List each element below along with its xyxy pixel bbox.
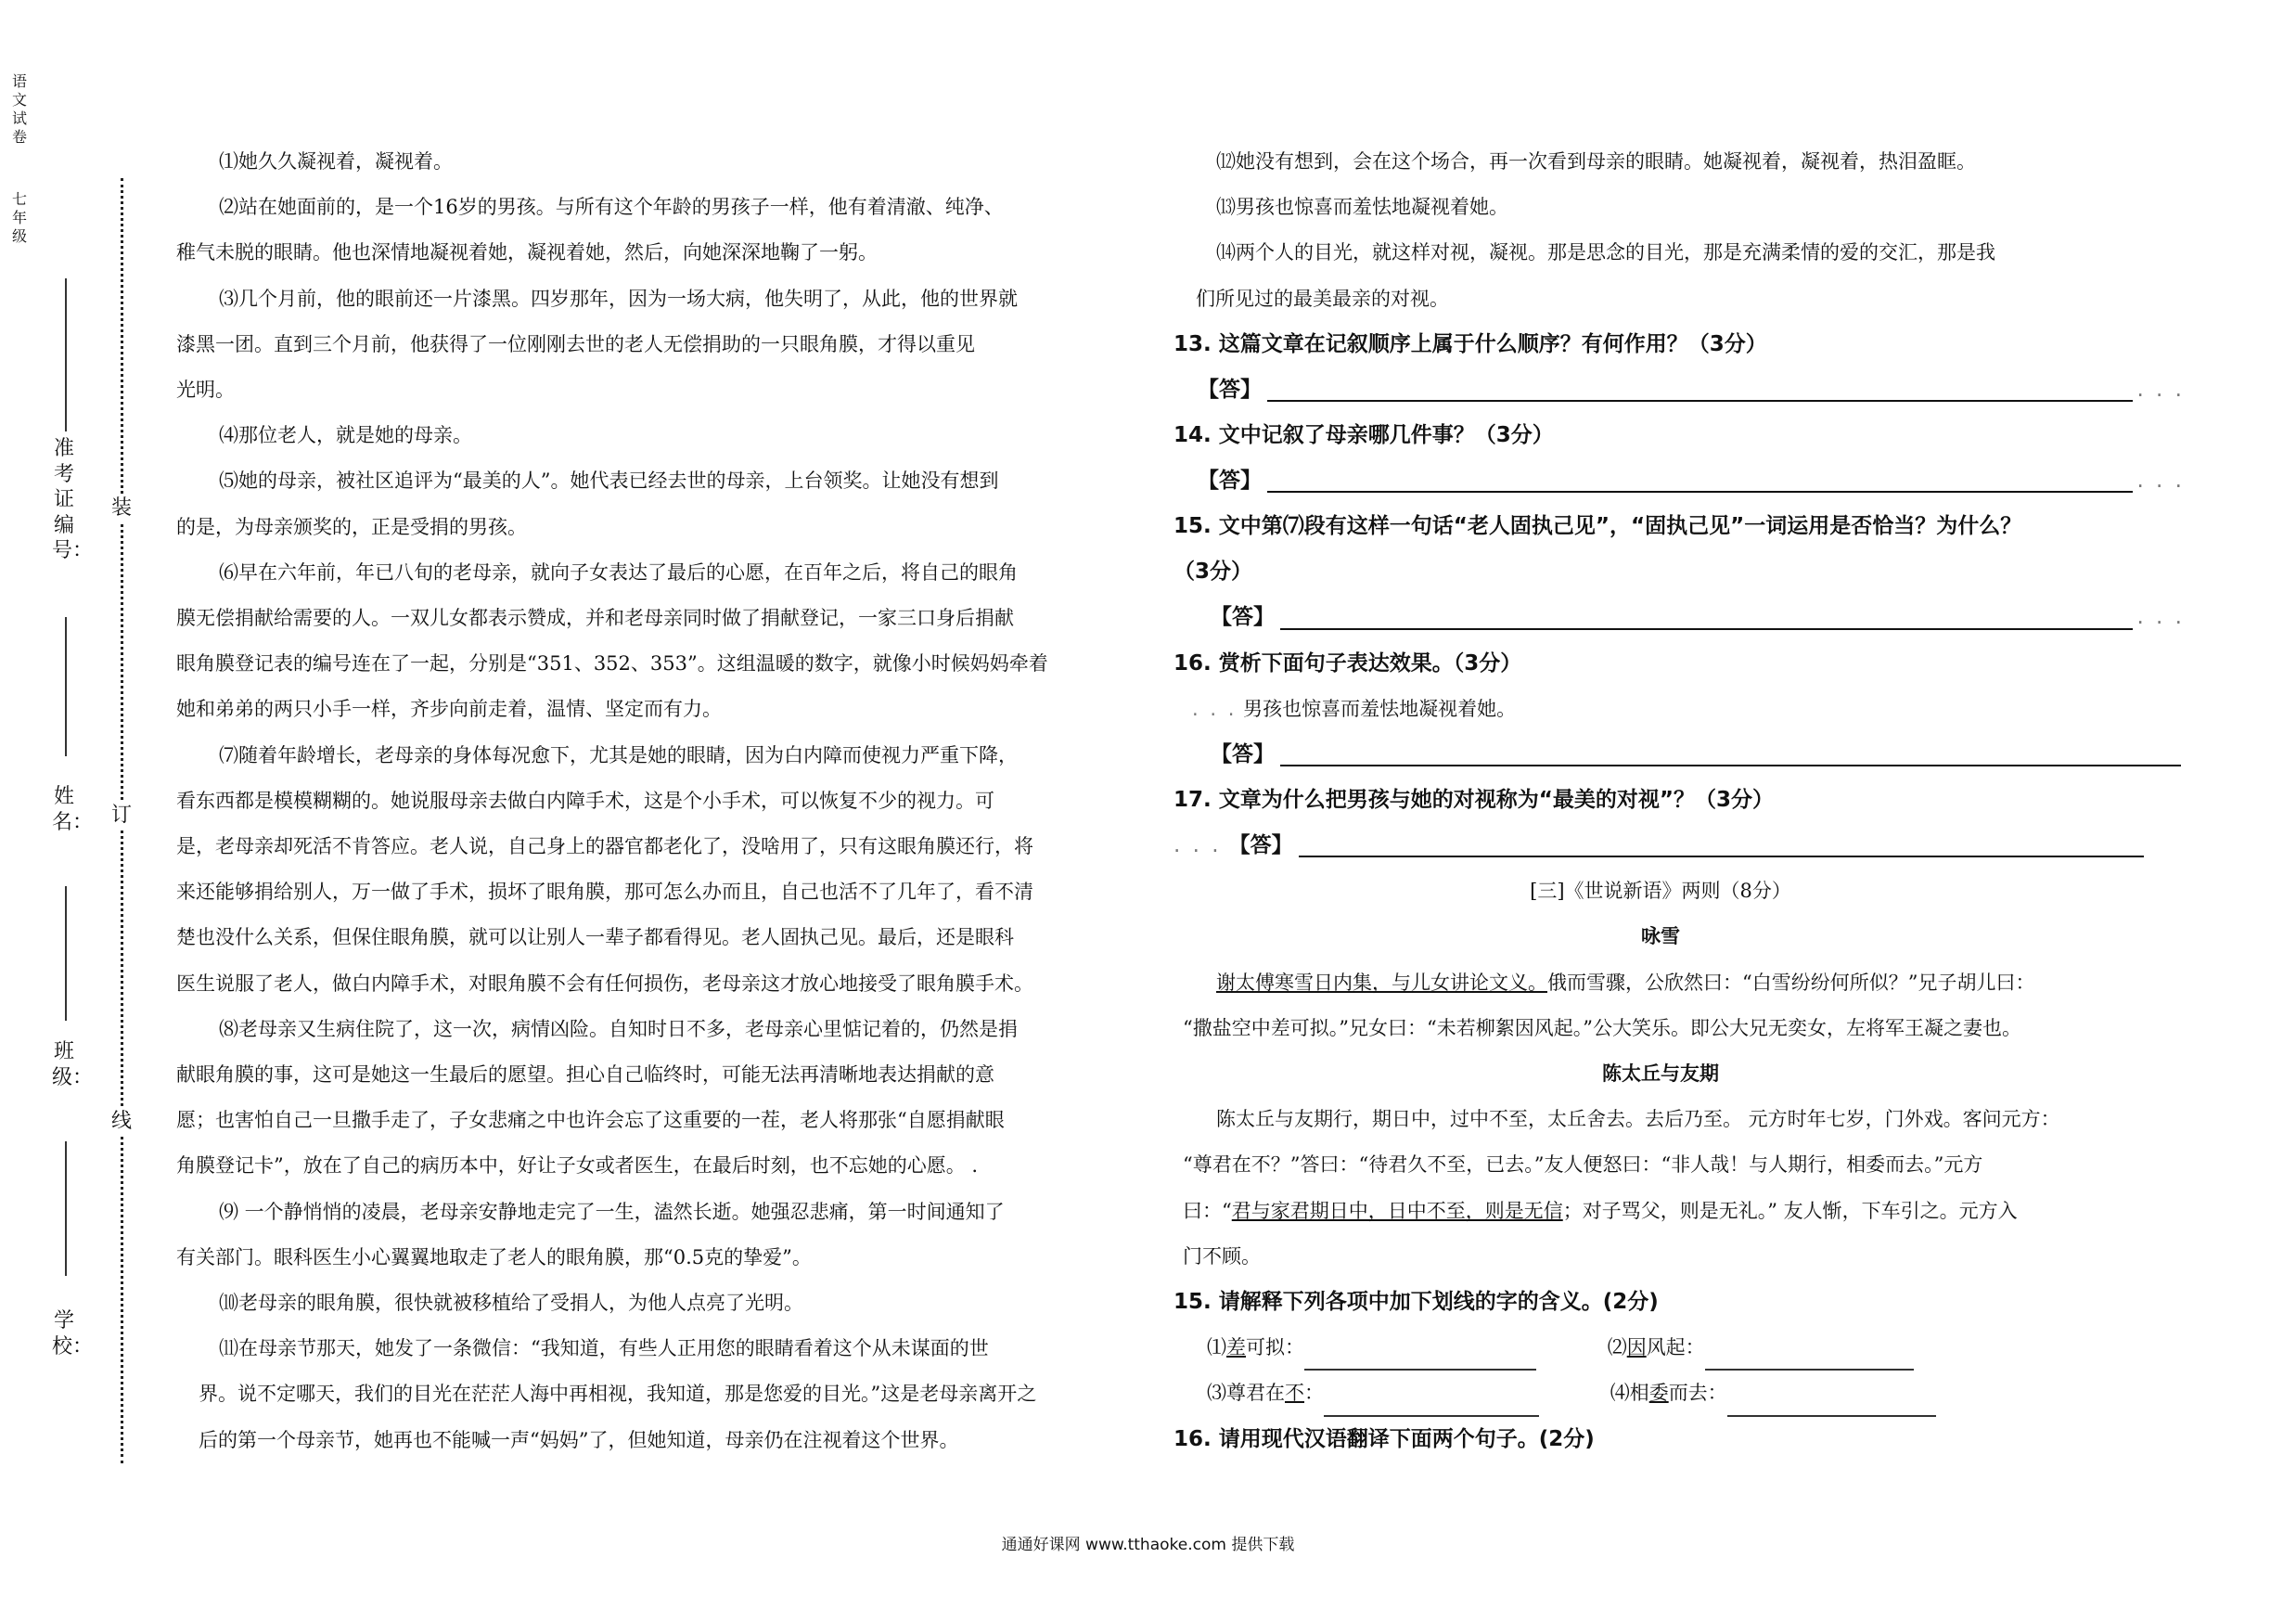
exam-no-line-2[interactable] [65,617,67,756]
grade-label: 七年级 [11,190,27,245]
item-2-blank[interactable] [1705,1345,1914,1371]
para-7f: 医生说服了老人，做白内障手术，对眼角膜不会有任何损伤，老母亲这才放心地接受了眼角膜手术。 [176,972,1033,995]
dots: . . . [1174,833,1222,858]
para-6d: 她和弟弟的两只小手一样，齐步向前走着，温情、坚定而有力。 [176,698,722,721]
poem-2-line-4: 门不顾。 [1183,1244,1261,1268]
question-14: 14. 文中记叙了母亲哪几件事？（3分） [1174,423,1554,448]
item-1-char: 差 [1226,1336,1246,1359]
item-4-char: 委 [1648,1382,1669,1405]
question-17: 17. 文章为什么把男孩与她的对视称为“最美的对视”？（3分） [1174,788,1774,813]
text: 曰：“ [1183,1199,1232,1222]
para-7c: 是，老母亲却死活不肯答应。老人说，自己身上的器官都老化了，没啥用了，只有这眼角膜还行，将 [176,835,1033,858]
para-3a: ⑶几个月前，他的眼前还一片漆黑。四岁那年，因为一场大病，他失明了，从此，他的世界就 [219,287,1018,310]
item-4-blank[interactable] [1727,1391,1936,1417]
class-line[interactable] [65,1141,67,1276]
para-3b: 漆黑一团。直到三个月前，他获得了一位刚刚去世的老人无偿捐助的一只眼角膜，才得以重见 [176,332,975,355]
underlined-text: 谢太傅寒雪日内集，与儿女讲论文义。 [1216,971,1547,994]
para-6c: 眼角膜登记表的编号连在了一起，分别是“351、352、353”。这组温暖的数字，就像小时候妈妈牵着 [176,652,1048,676]
binding-char-xian: 线 [110,1110,132,1133]
para-10: ⑽老母亲的眼角膜，很快就被移植给了受捐人，为他人点亮了光明。 [219,1292,803,1315]
item-1-number: ⑴ [1207,1336,1226,1359]
item-1-text: 可拟： [1246,1336,1304,1359]
item-3-colon: ： [1304,1382,1324,1405]
binding-char-zhuang: 装 [110,496,132,520]
item-2-number: ⑵ [1607,1336,1627,1359]
binding-char-ding: 订 [110,804,132,827]
passage-left-column [176,139,1141,1463]
question-15b: 15. 请解释下列各项中加下划线的字的含义。(2分) [1174,1290,1659,1315]
para-7d: 来还能够捐给别人，万一做了手术，损坏了眼角膜，那可怎么办而且，自己也活不了几年了，看不清 [176,881,1033,904]
answer-17[interactable] [1174,823,2148,869]
answer-line[interactable] [1267,463,2133,493]
item-4-colon: 而去： [1668,1382,1727,1405]
para-11c: 后的第一个母亲节，她再也不能喊一声“妈妈”了，但她知道，母亲仍在注视着这个世界。 [199,1428,959,1451]
para-8c: 愿；也害怕自己一旦撒手走了，子女悲痛之中也许会忘了这重要的一茬，老人将那张“自愿捐献眼 [176,1109,1005,1132]
question-13: 13. 这篇文章在记叙顺序上属于什么顺序？有何作用？（3分） [1174,331,1767,356]
para-5a: ⑸她的母亲，被社区追评为“最美的人”。她代表已经去世的母亲，上台领奖。让她没有想到 [219,470,999,493]
para-6a: ⑹早在六年前，年已八旬的老母亲，就向子女表达了最后的心愿，在百年之后，将自己的眼角 [219,560,1018,584]
questions-right-column [1174,139,2185,1462]
exam-no-line[interactable] [65,278,67,431]
items-row-1 [1174,1325,2185,1371]
answer-label: 【答】 [1198,469,1262,494]
page-footer: 通通好课网 www.tthaoke.com 提供下载 [1001,1536,1295,1554]
text: 俄而雪骤，公欣然曰：“白雪纷纷何所似？”兄子胡儿曰： [1547,971,2035,994]
item-3-text: ⑶尊君在 [1207,1382,1285,1405]
poem-1-title: 咏雪 [1641,925,1680,948]
item-4-text: ⑷相 [1610,1382,1649,1405]
para-14a: ⒁两个人的目光，就这样对视，凝视。那是思念的目光，那是充满柔情的爱的交汇，那是我 [1216,241,1995,264]
poem-1-line-2: “撒盐空中差可拟。”兄女曰：“未若柳絮因风起。”公大笑乐。即公大兄无奕女，左将军王凝之妻也。 [1183,1016,2021,1039]
question-15-score: （3分） [1174,560,1253,585]
answer-label: 【答】 [1211,741,1275,766]
item-2-text: 风起： [1646,1336,1705,1359]
para-4: ⑷那位老人，就是她的母亲。 [219,424,472,447]
para-13: ⒀男孩也惊喜而羞怯地凝视着她。 [1216,196,1508,219]
poem-2-line-2: “尊君在不？”答曰：“待君久不至，已去。”友人便怒曰：“非人哉！与人期行，相委而去。”元方 [1183,1153,1983,1177]
para-1: ⑴她久久凝视着，凝视着。 [219,150,453,173]
para-8d: 角膜登记卡”，放在了自己的病历本中，好让子女或者医生，在最后时刻，也不忘她的心愿。 . [176,1154,979,1178]
answer-16[interactable] [1174,732,2185,778]
para-9a: ⑼ 一个静悄悄的凌晨，老母亲安静地走完了一生，溘然长逝。她强忍悲痛，第一时间通知了 [219,1200,1005,1223]
name-label: 姓名： [52,785,94,834]
answer-line[interactable] [1280,737,2181,766]
para-8b: 献眼角膜的事，这可是她这一生最后的愿望。担心自己临终时，可能无法再清晰地表达捐献的意 [176,1063,994,1087]
poem-2-line-1: 陈太丘与友期行，期日中，过中不至，太丘舍去。去后乃至。 元方时年七岁，门外戏。客问元方： [1216,1108,2060,1131]
para-7b: 看东西都是模模糊糊的。她说服母亲去做白内障手术，这是个小手术，可以恢复不少的视力。可 [176,789,994,812]
item-3-blank[interactable] [1324,1391,1539,1417]
answer-line[interactable] [1267,372,2133,402]
para-12: ⑿她没有想到，会在这个场合，再一次看到母亲的眼睛。她凝视着，凝视着，热泪盈眶。 [1216,150,1976,173]
para-11a: ⑾在母亲节那天，她发了一条微信：“我知道，有些人正用您的眼睛看着这个从未谋面的世 [219,1337,989,1360]
answer-label: 【答】 [1211,605,1275,630]
question-15: 15. 文中第⑺段有这样一句话“老人固执己见”，“固执己见”一词运用是否恰当？为什么？ [1174,514,2022,539]
para-6b: 膜无偿捐献给需要的人。一双儿女都表示赞成，并和老母亲同时做了捐献登记，一家三口身后捐献 [176,607,1014,630]
para-8a: ⑻老母亲又生病住院了，这一次，病情凶险。自知时日不多，老母亲心里惦记着的，仍然是捐 [219,1017,1018,1040]
section-3-title: [三]《世说新语》两则（8分） [1530,880,1791,903]
item-1-blank[interactable] [1304,1345,1536,1371]
para-3c: 光明。 [176,379,235,402]
para-2a: ⑵站在她面前的，是一个16岁的男孩。与所有这个年龄的男孩子一样，他有着清澈、纯净、 [219,196,1004,219]
para-9b: 有关部门。眼科医生小心翼翼地取走了老人的眼角膜，那“0.5克的挚爱”。 [176,1245,812,1268]
dots: . . . [1192,697,1238,720]
item-2-char: 因 [1626,1336,1647,1359]
para-14b: 们所见过的最美最亲的对视。 [1196,287,1449,310]
para-5b: 的是，为母亲颁奖的，正是受捐的男孩。 [176,515,527,538]
answer-line[interactable] [1280,600,2133,630]
poem-2-title: 陈太丘与友期 [1602,1062,1719,1086]
answer-15[interactable] [1174,596,2185,641]
poem-2-line-3 [1174,1189,2185,1234]
underlined-text: 君与家君期日中，日中不至，则是无信 [1231,1199,1563,1222]
question-16-sentence [1174,687,2185,732]
class-label: 班级： [52,1040,94,1089]
school-label: 学校： [52,1309,94,1358]
items-row-2 [1174,1371,2185,1416]
answer-label: 【答】 [1198,377,1262,402]
para-2b: 稚气未脱的眼睛。他也深情地凝视着她，凝视着她，然后，向她深深地鞠了一躬。 [176,241,878,264]
quoted-sentence: 男孩也惊喜而羞怯地凝视着她。 [1243,697,1517,720]
para-7e: 楚也没什么关系，但保住眼角膜，就可以让别人一辈子都看得见。老人固执己见。最后，还是眼科 [176,926,1014,949]
answer-line[interactable] [1299,828,2144,857]
answer-label: 【答】 [1228,833,1293,858]
question-16b: 16. 请用现代汉语翻译下面两个句子。(2分) [1174,1426,1595,1451]
answer-13[interactable] [1174,367,2185,413]
para-11b: 界。说不定哪天，我们的目光在茫茫人海中再相视，我知道，那是您爱的目光。”这是老母亲离开之 [199,1383,1037,1406]
poem-1-line-1 [1174,960,2185,1006]
question-16: 16. 赏析下面句子表达效果。（3分） [1174,650,1522,676]
answer-14[interactable] [1174,458,2185,504]
para-7a: ⑺随着年龄增长，老母亲的身体每况愈下，尤其是她的眼睛，因为白内障而使视力严重下降， [219,743,1018,766]
dots: . . . [2136,605,2185,630]
subject-label: 语文试卷 [11,72,27,146]
name-line[interactable] [65,886,67,1021]
dots: . . . [2136,469,2185,494]
text: ；对子骂父，则是无礼。” 友人惭，下车引之。元方入 [1562,1199,2018,1222]
dots: . . . [2136,377,2185,402]
item-3-char: 不 [1285,1382,1304,1405]
exam-no-label: 准考证编号： [52,437,94,562]
